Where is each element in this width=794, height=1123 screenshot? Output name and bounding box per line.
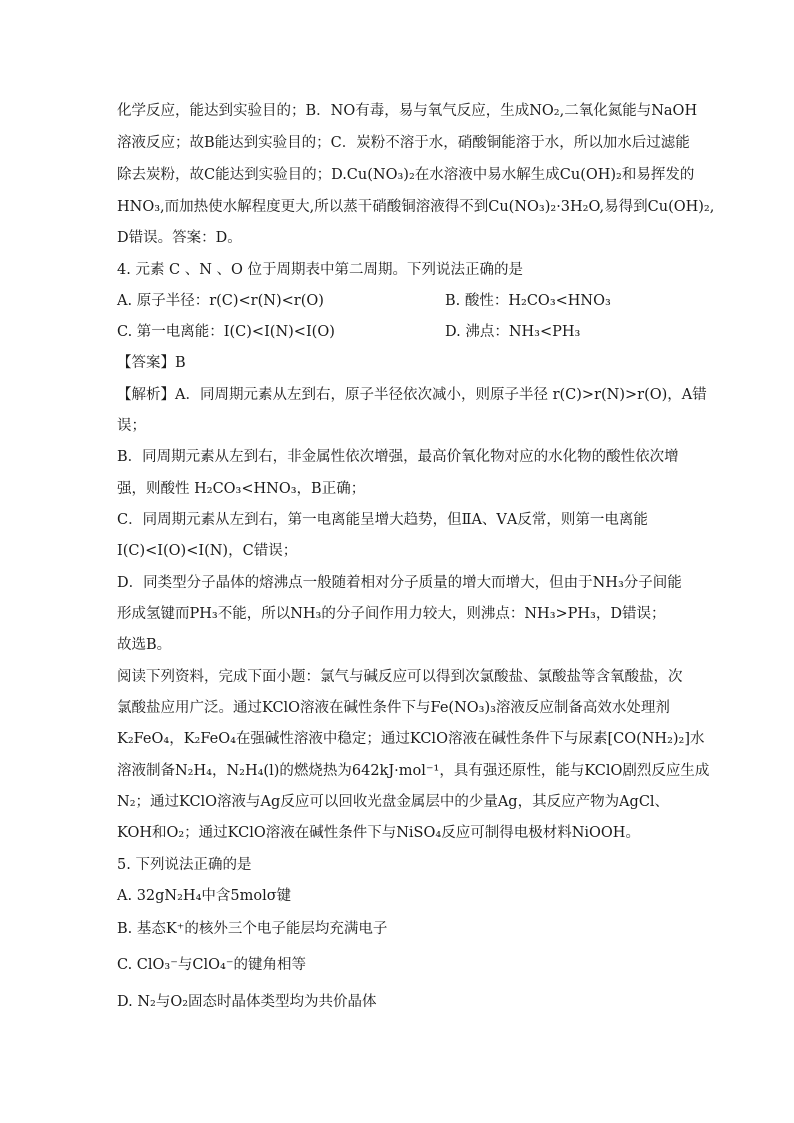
question-4-stem: 4. 元素 C 、N 、O 位于周期表中第二周期。下列说法正确的是: [117, 262, 524, 278]
analysis-line: 强，则酸性 H₂CO₃<HNO₃，B正确；: [117, 481, 366, 497]
text-line: HNO₃,而加热使水解程度更大,所以蒸干硝酸铜溶液得不到Cu(NO₃)₂·3H₂O,易得到Cu(OH)₂,: [117, 199, 715, 215]
question-4-option-b: B. 酸性：H₂CO₃<HNO₃: [445, 293, 611, 309]
text-line: D错误。答案：D。: [117, 230, 242, 246]
answer-label: 【答案】B: [117, 355, 186, 371]
text-line: 化学反应，能达到实验目的；B．NO有毒，易与氧气反应，生成NO₂,二氧化氮能与NaOH: [117, 103, 698, 119]
reading-material-line: K₂FeO₄，K₂FeO₄在强碱性溶液中稳定；通过KClO溶液在碱性条件下与尿素[CO(NH₂)₂]水: [117, 731, 705, 747]
text-line: 除去炭粉，故C能达到实验目的；D.Cu(NO₃)₂在水溶液中易水解生成Cu(OH)₂和易挥发的: [117, 167, 695, 183]
question-5-option-a: A. 32gN₂H₄中含5molσ键: [117, 888, 292, 904]
analysis-line: 【解析】A．同周期元素从左到右，原子半径依次减小，则原子半径 r(C)>r(N)>r(O)，A错: [117, 387, 707, 403]
question-4-option-d: D. 沸点：NH₃<PH₃: [445, 324, 581, 340]
question-5-option-c: C. ClO₃⁻与ClO₄⁻的键角相等: [117, 957, 306, 973]
reading-material-line: N₂；通过KClO溶液与Ag反应可以回收光盘金属层中的少量Ag，其反应产物为AgCl、: [117, 794, 670, 810]
question-5-stem: 5. 下列说法正确的是: [117, 857, 252, 873]
reading-material-line: 氯酸盐应用广泛。通过KClO溶液在碱性条件下与Fe(NO₃)₃溶液反应制备高效水处理剂: [117, 700, 670, 716]
analysis-line: D．同类型分子晶体的熔沸点一般随着相对分子质量的增大而增大，但由于NH₃分子间能: [117, 575, 682, 591]
analysis-line: 误；: [117, 418, 146, 434]
question-4-option-c: C. 第一电离能：I(C)<I(N)<I(O): [117, 324, 335, 340]
reading-material-line: 阅读下列资料，完成下面小题：氯气与碱反应可以得到次氯酸盐、氯酸盐等含氧酸盐，次: [117, 669, 683, 685]
question-5-option-b: B. 基态K⁺的核外三个电子能层均充满电子: [117, 921, 388, 937]
analysis-line: 形成氢键而PH₃不能，所以NH₃的分子间作用力较大，则沸点：NH₃>PH₃，D错误；: [117, 606, 666, 622]
question-5-option-d: D. N₂与O₂固态时晶体类型均为共价晶体: [117, 994, 377, 1010]
analysis-line: B．同周期元素从左到右，非金属性依次增强，最高价氧化物对应的水化物的酸性依次增: [117, 449, 679, 465]
reading-material-line: KOH和O₂；通过KClO溶液在碱性条件下与NiSO₄反应可制得电极材料NiOOH。: [117, 825, 640, 841]
analysis-line: 故选B。: [117, 637, 172, 653]
question-4-option-a: A. 原子半径：r(C)<r(N)<r(O): [117, 293, 324, 309]
reading-material-line: 溶液制备N₂H₄，N₂H₄(l)的燃烧热为642kJ·mol⁻¹，具有强还原性，能与KClO剧烈反应生成: [117, 763, 710, 779]
text-line: 溶液反应；故B能达到实验目的；C．炭粉不溶于水，硝酸铜能溶于水，所以加水后过滤能: [117, 135, 690, 151]
analysis-line: C．同周期元素从左到右，第一电离能呈增大趋势，但ⅡA、ⅤA反常，则第一电离能: [117, 512, 648, 528]
analysis-line: I(C)<I(O)<I(N)，C错误；: [117, 543, 298, 559]
